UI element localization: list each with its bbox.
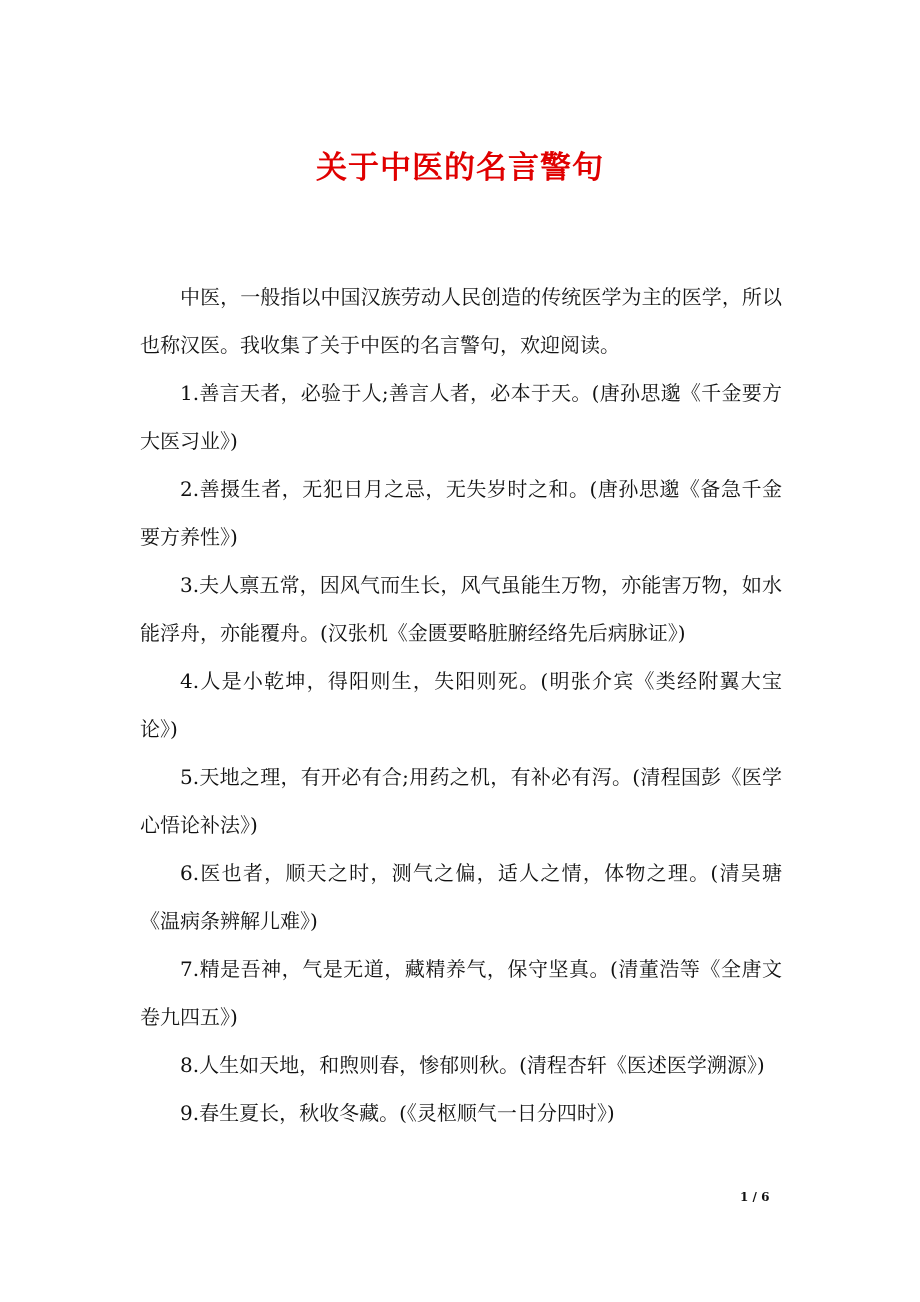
quote-paragraph-9: 9.春生夏长，秋收冬藏。(《灵枢顺气一日分四时》)	[180, 1101, 615, 1125]
quote-paragraph-5: 5.天地之理，有开必有合;用药之机，有补必有泻。(清程国彭《医学心悟论补法》)	[140, 765, 782, 837]
intro-paragraph: 中医，一般指以中国汉族劳动人民创造的传统医学为主的医学，所以也称汉医。我收集了关于中医的名言警句，欢迎阅读。	[140, 285, 782, 357]
quote-paragraph-3: 3.夫人禀五常，因风气而生长，风气虽能生万物，亦能害万物，如水能浮舟，亦能覆舟。(汉张机《金匮要略脏腑经络先后病脉证》)	[140, 573, 782, 645]
document-title: 关于中医的名言警句	[316, 150, 604, 186]
quote-paragraph-1: 1.善言天者，必验于人;善言人者，必本于天。(唐孙思邈《千金要方大医习业》)	[140, 381, 782, 453]
quote-paragraph-7: 7.精是吾神，气是无道，藏精养气，保守坚真。(清董浩等《全唐文卷九四五》)	[140, 957, 782, 1029]
document-body	[140, 273, 782, 1137]
quote-paragraph-2: 2.善摄生者，无犯日月之忌，无失岁时之和。(唐孙思邈《备急千金要方养性》)	[140, 477, 782, 549]
quote-paragraph-8: 8.人生如天地，和煦则春，惨郁则秋。(清程杏轩《医述医学溯源》)	[180, 1053, 765, 1077]
page-number: 1 / 6	[740, 1190, 770, 1204]
quote-paragraph-4: 4.人是小乾坤，得阳则生，失阳则死。(明张介宾《类经附翼大宝论》)	[140, 669, 782, 741]
quote-paragraph-6: 6.医也者，顺天之时，测气之偏，适人之情，体物之理。(清吴瑭《温病条辨解儿难》)	[140, 861, 782, 933]
